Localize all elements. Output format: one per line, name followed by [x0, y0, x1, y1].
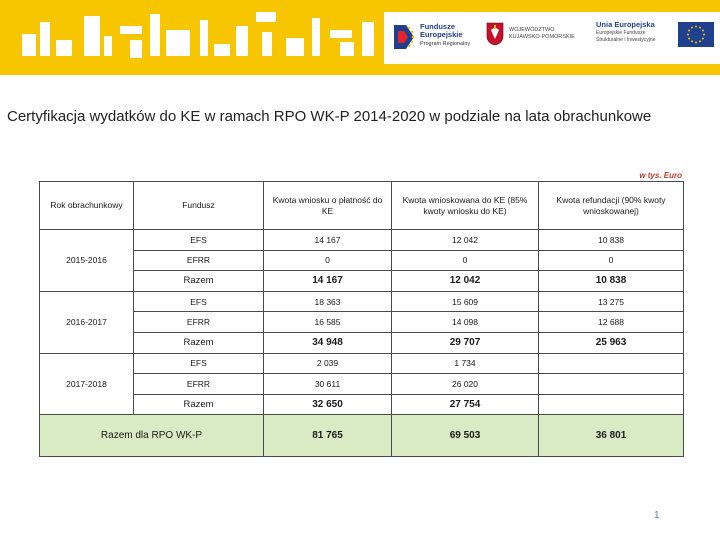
- certification-table: [39, 181, 684, 457]
- wojewodztwo-logo: [486, 22, 586, 58]
- ue-title: Unia Europejska: [596, 20, 655, 29]
- header-requested: Kwota wnioskowana do KE (85% kwoty wniosku do KE): [392, 182, 539, 230]
- page-number: 1: [654, 510, 660, 521]
- header-decoration: [200, 20, 208, 56]
- fund-cell: EFS: [134, 291, 264, 312]
- requested-cell: 0: [392, 250, 539, 271]
- refund-cell: 25 963: [539, 332, 684, 353]
- table-row: [40, 353, 684, 374]
- refund-cell: 10 838: [539, 271, 684, 292]
- requested-cell: 15 609: [392, 291, 539, 312]
- table-row: [40, 374, 684, 395]
- wojewodztwo-wordmark: [509, 27, 575, 41]
- unit-note: w tys. Euro: [639, 171, 682, 180]
- table-row-subtotal: [40, 394, 684, 415]
- header-fund: Fundusz: [134, 182, 264, 230]
- fund-cell: EFS: [134, 353, 264, 374]
- total-refund: 36 801: [539, 415, 684, 457]
- request-cell: 0: [264, 250, 392, 271]
- crest-icon: [486, 22, 504, 46]
- requested-cell: 1 734: [392, 353, 539, 374]
- header-decoration: [214, 44, 230, 56]
- fund-cell: Razem: [134, 332, 264, 353]
- eu-flag-icon: [678, 22, 714, 47]
- header-decoration: [166, 30, 190, 56]
- ue-sub2: Strukturalne i Inwestycyjne: [596, 37, 656, 43]
- refund-cell: 0: [539, 250, 684, 271]
- fundusze-europejskie-icon: [392, 21, 416, 53]
- refund-cell: [539, 374, 684, 395]
- header-decoration: [330, 30, 352, 38]
- header-year: Rok obrachunkowy: [40, 182, 134, 230]
- fe-sub: Program Regionalny: [420, 41, 471, 47]
- table-row: [40, 291, 684, 312]
- table-row: [40, 230, 684, 251]
- header-decoration: [312, 18, 320, 56]
- unia-europejska-logo: [596, 19, 716, 59]
- fundusze-europejskie-wordmark: [420, 23, 470, 48]
- header-decoration: [150, 14, 160, 56]
- fund-cell: EFRR: [134, 250, 264, 271]
- requested-cell: 14 098: [392, 312, 539, 333]
- logo-panel: [384, 12, 720, 64]
- fe-line1: Fundusze: [420, 22, 455, 31]
- request-cell: 30 611: [264, 374, 392, 395]
- header-decoration: [130, 40, 142, 58]
- request-cell: 32 650: [264, 394, 392, 415]
- refund-cell: 10 838: [539, 230, 684, 251]
- fund-cell: EFS: [134, 230, 264, 251]
- table-row-total: [40, 415, 684, 457]
- request-cell: 34 948: [264, 332, 392, 353]
- requested-cell: 12 042: [392, 271, 539, 292]
- header-decoration: [236, 26, 248, 56]
- fe-line2: Europejskie: [420, 30, 463, 39]
- header-refund: Kwota refundacji (90% kwoty wnioskowanej): [539, 182, 684, 230]
- header-decoration: [84, 16, 100, 56]
- header-decoration: [104, 36, 112, 56]
- request-cell: 18 363: [264, 291, 392, 312]
- woj-line2: KUJAWSKO-POMORSKIE: [509, 34, 575, 40]
- request-cell: 14 167: [264, 271, 392, 292]
- requested-cell: 12 042: [392, 230, 539, 251]
- header-decoration: [262, 32, 272, 56]
- table-row-subtotal: [40, 271, 684, 292]
- fundusze-europejskie-logo: [392, 19, 480, 59]
- requested-cell: 26 020: [392, 374, 539, 395]
- header-decoration: [22, 34, 36, 56]
- header-request: Kwota wniosku o płatność do KE: [264, 182, 392, 230]
- header-decoration: [362, 22, 374, 56]
- header-decoration: [40, 22, 50, 56]
- woj-line1: WOJEWÓDZTWO: [509, 27, 555, 33]
- table-row-subtotal: [40, 332, 684, 353]
- unia-europejska-wordmark: [596, 21, 655, 43]
- header-decoration: [340, 42, 354, 56]
- fund-cell: Razem: [134, 394, 264, 415]
- table-header-row: [40, 182, 684, 230]
- refund-cell: 13 275: [539, 291, 684, 312]
- fund-cell: EFRR: [134, 312, 264, 333]
- year-cell: 2016-2017: [40, 291, 134, 353]
- table-row: [40, 312, 684, 333]
- requested-cell: 27 754: [392, 394, 539, 415]
- header-decoration: [256, 12, 276, 22]
- header-decoration: [286, 38, 304, 56]
- refund-cell: [539, 353, 684, 374]
- table-row: [40, 250, 684, 271]
- header-decoration: [120, 26, 142, 34]
- refund-cell: [539, 394, 684, 415]
- fund-cell: Razem: [134, 271, 264, 292]
- refund-cell: 12 688: [539, 312, 684, 333]
- requested-cell: 29 707: [392, 332, 539, 353]
- header-decoration: [56, 40, 72, 56]
- request-cell: 16 585: [264, 312, 392, 333]
- page-title: Certyfikacja wydatków do KE w ramach RPO WK-P 2014-2020 w podziale na lata obrachunkowe: [7, 108, 652, 125]
- year-cell: 2017-2018: [40, 353, 134, 415]
- header-band: [0, 0, 720, 75]
- request-cell: 2 039: [264, 353, 392, 374]
- request-cell: 14 167: [264, 230, 392, 251]
- total-requested: 69 503: [392, 415, 539, 457]
- fund-cell: EFRR: [134, 374, 264, 395]
- total-request: 81 765: [264, 415, 392, 457]
- year-cell: 2015-2016: [40, 230, 134, 292]
- total-label: Razem dla RPO WK-P: [40, 415, 264, 457]
- ue-sub1: Europejskie Fundusze: [596, 30, 646, 36]
